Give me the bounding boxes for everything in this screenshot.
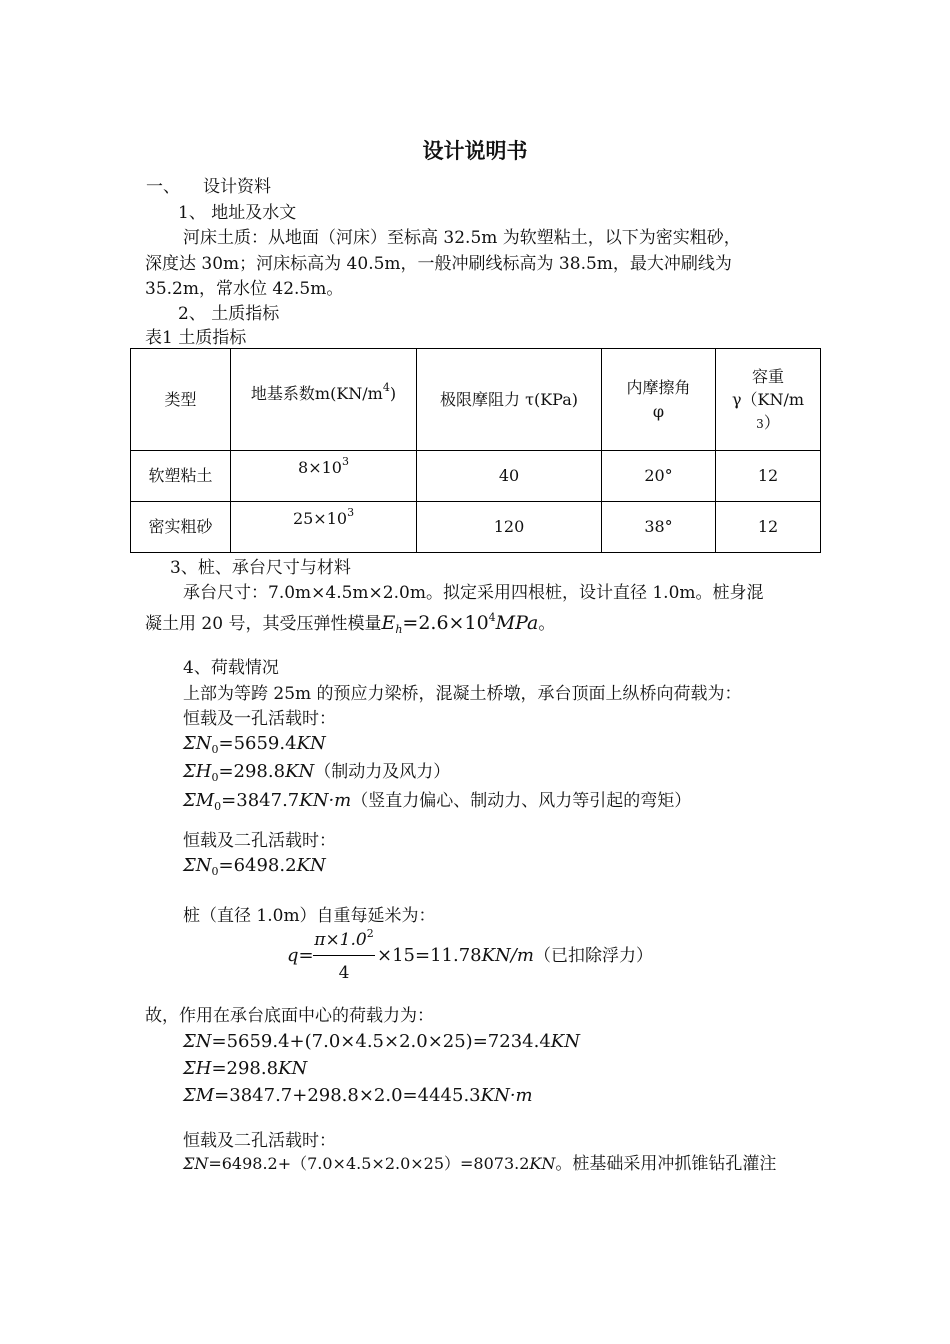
formula-q-rhs: ×15=11.78KN/m（已扣除浮力） xyxy=(377,945,653,966)
table-row-1-type: 软塑粘土 xyxy=(148,466,213,486)
table-row-1-coefficient: $8\times 10^3$ xyxy=(298,455,349,478)
table-header-type: 类型 xyxy=(164,389,197,409)
section-1-number: 一、 xyxy=(146,177,180,197)
formula-m0: $\Sigma M_0=3847.7KN\cdot m$（竖直力偏心、制动力、风力等引起的弯矩） xyxy=(183,790,692,813)
paragraph-line: 承台尺寸：7.0m×4.5m×2.0m。拟定采用四根桩，设计直径 1.0m。桩身混 xyxy=(183,583,764,603)
paragraph-line: 深度达 30m；河床标高为 40.5m，一般冲刷线标高为 38.5m，最大冲刷线为 xyxy=(145,254,732,274)
therefore-text: 故，作用在承台底面中心的荷载力为： xyxy=(145,1006,434,1026)
page-title: 设计说明书 xyxy=(422,139,528,163)
formula-n0: $\Sigma N_0=5659.4KN$ xyxy=(183,733,326,756)
table-row-2-angle: 38° xyxy=(644,517,673,537)
paragraph-line-modulus: 凝土用 20 号，其受压弹性模量$E_h=2.6\times 10^4MPa$。 xyxy=(145,611,556,636)
formula-sum-n-case2: ΣN=6498.2+（7.0×4.5×2.0×25）=8073.2KN。桩基础采用冲抓锥钻孔灌注 xyxy=(183,1154,777,1174)
subsection-2: 2、 土质指标 xyxy=(178,304,280,324)
table-header-unit-weight: 容重 γ（KN/m 3） xyxy=(731,366,805,433)
paragraph-line: 河床土质：从地面（河床）至标高 32.5m 为软塑粘土，以下为密实粗砂， xyxy=(183,228,741,248)
formula-h0: $\Sigma H_0=298.8KN$（制动力及风力） xyxy=(183,761,451,784)
paragraph-line: 上部为等跨 25m 的预应力梁桥，混凝土桥墩，承台顶面上纵桥向荷载为： xyxy=(183,684,742,704)
subsection-3: 3、桩、承台尺寸与材料 xyxy=(170,558,351,578)
table-row-2-weight: 12 xyxy=(757,517,779,537)
pile-weight-text: 桩（直径 1.0m）自重每延米为： xyxy=(183,906,436,926)
subsection-4: 4、荷载情况 xyxy=(183,658,279,678)
table-header-foundation-coefficient: 地基系数$m(KN/m^4)$ xyxy=(250,381,397,404)
subsection-1: 1、 地址及水文 xyxy=(178,203,297,223)
formula-sum-n: ΣN=5659.4+(7.0×4.5×2.0×25)=7234.4KN xyxy=(183,1031,580,1052)
formula-n0-case2: $\Sigma N_0=6498.2KN$ xyxy=(183,855,326,878)
load-case-2: 恒载及二孔活载时： xyxy=(183,831,336,851)
table-row-1-friction: 40 xyxy=(498,466,520,486)
section-1-title: 设计资料 xyxy=(203,177,271,197)
table-row-2-type: 密实粗砂 xyxy=(148,517,213,537)
table-row-2-coefficient: $25\times 10^3$ xyxy=(292,506,355,529)
table-row-2-friction: 120 xyxy=(493,517,525,537)
table-row-1-angle: 20° xyxy=(644,466,673,486)
formula-sum-m: ΣM=3847.7+298.8×2.0=4445.3KN·m xyxy=(183,1085,533,1106)
load-case-3: 恒载及二孔活载时： xyxy=(183,1131,336,1151)
formula-q-lhs: q= xyxy=(287,945,314,966)
table-header-friction-resistance: 极限摩阻力 τ(KPa) xyxy=(440,389,578,409)
formula-sum-h: ΣH=298.8KN xyxy=(183,1058,308,1079)
table-caption: 表1 土质指标 xyxy=(145,328,247,348)
table-header-internal-friction-angle: 内摩擦角 φ xyxy=(626,378,691,421)
paragraph-line: 35.2m，常水位 42.5m。 xyxy=(145,279,344,299)
load-case-1: 恒载及一孔活载时： xyxy=(183,709,336,729)
soil-index-table xyxy=(130,348,821,553)
table-row-1-weight: 12 xyxy=(757,466,779,486)
